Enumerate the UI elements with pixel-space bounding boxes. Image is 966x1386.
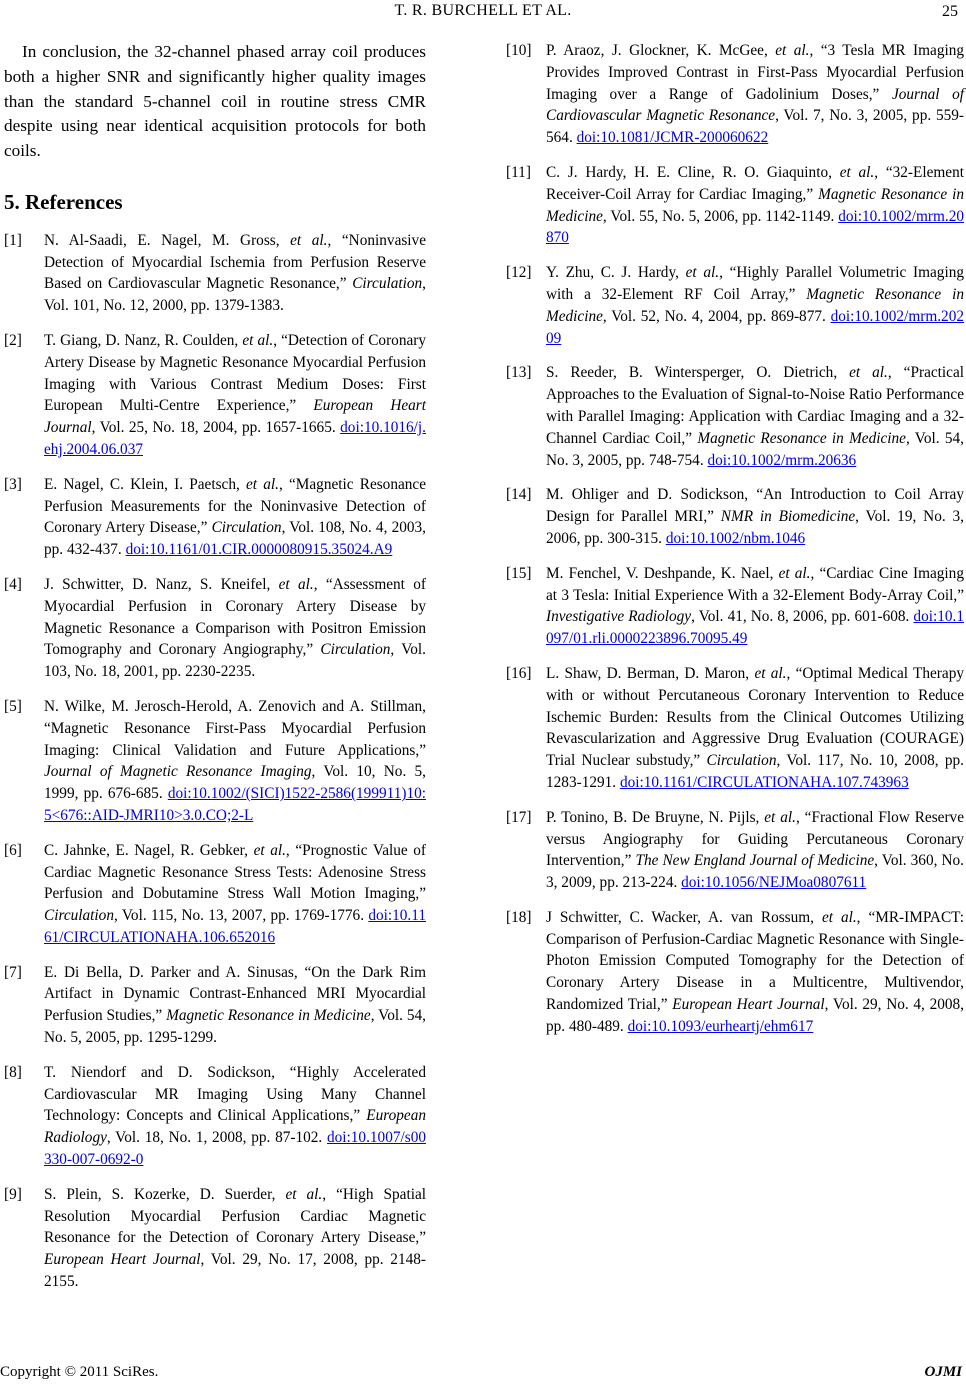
right-column [506, 40, 964, 1051]
journal-abbreviation: OJMI [924, 1364, 962, 1380]
reference-authors: Y. Zhu, C. J. Hardy, [546, 264, 686, 282]
reference-title: , “32-Element Receiver-Coil Array for Cardiac Imaging,” [546, 163, 964, 203]
reference-journal: Magnetic Resonance in Medicine [546, 285, 964, 325]
page-header [0, 0, 966, 24]
reference-et-al: et al. [685, 264, 720, 282]
reference-details: , Vol. 54, No. 3, 2005, pp. 748-754. [546, 429, 964, 469]
reference-title: , “Detection of Coronary Artery Disease by Magnetic Resonance Myocardial Perfusion Imaging with Various Contrast Medium Doses: First European Multi-Centre Experience,” [44, 331, 426, 415]
reference-number: [9] [4, 1185, 22, 1203]
reference-et-al: et al. [849, 364, 888, 382]
reference-item [506, 807, 964, 894]
reference-et-al: et al. [754, 664, 787, 682]
reference-text [44, 840, 426, 949]
reference-text [44, 962, 426, 1049]
reference-et-al: et al. [278, 575, 314, 593]
reference-text [546, 663, 964, 794]
section-title: 5. References [4, 189, 123, 214]
reference-details: , Vol. 55, No. 5, 2006, pp. 1142-1149. [602, 207, 839, 225]
reference-details: , Vol. 108, No. 4, 2003, pp. 432-437. [44, 519, 426, 559]
reference-et-al: et al. [764, 808, 796, 826]
reference-item [4, 330, 426, 461]
reference-title: , “3 Tesla MR Imaging Provides Improved Contrast in First-Pass Myocardial Perfusion Imaging over a Range of Gadolinium Doses,” [546, 42, 965, 103]
copyright-notice: Copyright © 2011 SciRes. [0, 1364, 159, 1380]
reference-details: , Vol. 29, No. 17, 2008, pp. 2148- 2155. [44, 1251, 426, 1291]
reference-authors: J. Schwitter, D. Nanz, S. Kneifel, [44, 575, 279, 593]
reference-title: , “High Spatial Resolution Myocardial Perfusion Cardiac Magnetic Resonance for the Detection of Coronary Artery Disease,” [44, 1185, 426, 1247]
reference-text [546, 40, 964, 149]
reference-title: , “Practical Approaches to the Evaluation of Signal-to-Noise Ratio Performance with Parallel Imaging: Application with Cardiac Imaging and a 32-Channel Cardiac Coil,” [546, 364, 964, 447]
reference-authors: M. Ohliger and D. Sodickson, “An Introduction to Coil Array Design for Parallel MRI,” [546, 486, 964, 526]
page-number: 25 [942, 3, 958, 20]
reference-text [546, 807, 964, 894]
doi-link[interactable]: doi:10.1002/nbm.1046 [665, 529, 806, 547]
reference-item [4, 840, 426, 949]
reference-journal: Magnetic Resonance in Medicine [546, 185, 964, 225]
reference-authors: E. Nagel, C. Klein, I. Paetsch, [44, 475, 246, 493]
reference-number: [11] [506, 163, 531, 181]
reference-text [44, 696, 426, 827]
reference-item [506, 162, 964, 249]
reference-authors: S. Plein, S. Kozerke, D. Suerder, [44, 1185, 286, 1203]
reference-item [506, 484, 964, 549]
reference-text [546, 162, 964, 249]
reference-details: , Vol. 360, No. 3, 2009, pp. 213-224. [546, 852, 965, 892]
reference-title: , “Optimal Medical Therapy with or without Percutaneous Coronary Intervention to Reduce Ischemic Burden: Results from the Clinical Outcomes Utilizing Revascularization and Aggressive Drug Evaluation (COURAGE) Trial Nuclear substudy,” [546, 664, 964, 770]
running-head: T. R. BURCHELL ET AL. [394, 2, 572, 19]
doi-link[interactable]: doi:10.1097/01.rli.0000223896.70095.49 [546, 608, 964, 648]
reference-text [546, 907, 964, 1038]
reference-details: , Vol. 10, No. 5, 1999, pp. 676-685. [44, 763, 426, 803]
reference-number: [13] [506, 364, 532, 382]
reference-list-right [506, 40, 964, 1038]
reference-title: , “Prognostic Value of Cardiac Magnetic Resonance Stress Tests: Adenosine Stress Perfusion and Dobutamine Stress Wall Motion Imaging,” [44, 841, 426, 903]
doi-link[interactable]: doi:10.1016/j.ehj.2004.06.037 [44, 419, 426, 458]
reference-item [506, 563, 964, 650]
doi-link[interactable]: doi:10.1161/CIRCULATIONAHA.106.652016 [44, 907, 426, 946]
reference-et-al: et al. [839, 163, 875, 181]
reference-item [506, 262, 964, 349]
reference-journal: The New England Journal of Medicine [635, 852, 875, 870]
reference-text [44, 574, 426, 683]
reference-item [4, 474, 426, 561]
reference-details: , Vol. 101, No. 12, 2000, pp. 1379-1383. [44, 275, 426, 315]
reference-journal: European Radiology [44, 1107, 426, 1147]
reference-et-al: et al. [290, 231, 328, 249]
reference-number: [18] [506, 908, 532, 926]
doi-link[interactable]: doi:10.1002/mrm.20209 [546, 307, 964, 347]
reference-et-al: et al. [775, 42, 810, 59]
reference-number: [2] [4, 331, 22, 349]
reference-details: , Vol. 117, No. 10, 2008, pp. 1283-1291. [546, 752, 964, 791]
reference-item [506, 907, 964, 1038]
reference-authors: T. Giang, D. Nanz, R. Coulden, [44, 331, 243, 349]
reference-number: [12] [506, 264, 532, 282]
reference-journal: Circulation [211, 519, 282, 537]
reference-journal: Journal of Magnetic Resonance Imaging [44, 763, 312, 781]
left-column [4, 40, 426, 1306]
reference-number: [14] [506, 486, 532, 504]
reference-journal: Circulation [320, 641, 391, 659]
reference-authors: J Schwitter, C. Wacker, A. van Rossum, [546, 908, 822, 926]
reference-details: , Vol. 25, No. 18, 2004, pp. 1657-1665. [91, 419, 341, 437]
reference-details: , Vol. 115, No. 13, 2007, pp. 1769-1776. [113, 907, 369, 925]
reference-title: , “Assessment of Myocardial Perfusion in Coronary Artery Disease by Magnetic Resonance a Comparison with Positron Emission Tomography and Coronary Angiography,” [44, 575, 426, 659]
reference-details: , Vol. 29, No. 4, 2008, pp. 480-489. [546, 996, 964, 1035]
reference-item [4, 574, 426, 683]
page-footer [0, 1360, 966, 1384]
reference-authors: P. Tonino, B. De Bruyne, N. Pijls, [546, 808, 765, 826]
reference-title: , “MR-IMPACT: Comparison of Perfusion-Cardiac Magnetic Resonance with Single-Photon Emission Computed Tomography for the Detection of Coronary Artery Disease in a Multicentre, Multivendor, Randomized Trial,” [546, 908, 965, 1014]
doi-link[interactable]: doi:10.1093/eurheartj/ehm617 [627, 1017, 814, 1035]
reference-journal: European Heart Journal [672, 996, 825, 1014]
reference-number: [16] [506, 664, 532, 682]
reference-authors: C. J. Hardy, H. E. Cline, R. O. Giaquinto, [546, 163, 840, 181]
reference-et-al: et al. [242, 331, 274, 349]
reference-details: , Vol. 41, No. 8, 2006, pp. 601-608. [691, 608, 914, 626]
reference-text [44, 330, 426, 461]
reference-details: , Vol. 18, No. 1, 2008, pp. 87-102. [106, 1129, 327, 1147]
reference-et-al: et al. [778, 564, 811, 582]
reference-text [546, 362, 964, 471]
reference-et-al: et al. [821, 908, 857, 926]
reference-journal: European Heart Journal [44, 397, 427, 437]
reference-item [4, 1184, 426, 1293]
reference-title: , “Noninvasive Detection of Myocardial Ischemia from Perfusion Reserve Based on Cardiovascular Magnetic Resonance,” [44, 231, 426, 293]
doi-link[interactable]: doi:10.1002/mrm.20636 [707, 451, 857, 469]
reference-details: , Vol. 52, No. 4, 2004, pp. 869-877. [602, 307, 831, 325]
reference-journal: European Heart Journal [44, 1251, 201, 1269]
reference-authors: M. Fenchel, V. Deshpande, K. Nael, [546, 564, 779, 582]
reference-item [506, 663, 964, 794]
reference-journal: Circulation [44, 907, 114, 925]
reference-journal: Investigative Radiology [546, 608, 692, 626]
conclusion-paragraph: In conclusion, the 32-channel phased array coil produces both a higher SNR and significantly higher quality images than the standard 5-channel coil in routine stress CMR despite using near identical acquisition protocols for both coils. [4, 42, 426, 161]
reference-authors: N. Al-Saadi, E. Nagel, M. Gross, [44, 231, 291, 249]
doi-link[interactable]: doi:10.1161/CIRCULATIONAHA.107.743963 [619, 773, 909, 791]
reference-et-al: et al. [246, 475, 279, 493]
reference-journal: Magnetic Resonance in Medicine [697, 429, 906, 447]
reference-journal: Circulation [352, 275, 423, 293]
reference-authors: T. Niendorf and D. Sodickson, “Highly Accelerated Cardiovascular MR Imaging Using Many Channel Technology: Concepts and Clinical Applications,” [44, 1063, 426, 1125]
reference-text [546, 262, 964, 349]
reference-number: [6] [4, 841, 22, 859]
reference-number: [8] [4, 1063, 22, 1081]
reference-authors: N. Wilke, M. Jerosch-Herold, A. Zenovich and A. Stillman, “Magnetic Resonance First-Pass Myocardial Perfusion Imaging: Clinical Validation and Future Applications,” [44, 697, 426, 759]
reference-journal: Magnetic Resonance in Medicine [166, 1007, 371, 1025]
reference-journal: NMR in Biomedicine [720, 508, 856, 526]
reference-item [506, 40, 964, 149]
reference-text [44, 474, 426, 561]
reference-text [44, 1062, 426, 1171]
doi-link[interactable]: doi:10.1081/JCMR-200060622 [576, 129, 769, 147]
doi-link[interactable]: doi:10.1002/(SICI)1522-2586(199911)10:5<676::AID-JMRI10>3.0.CO;2-L [44, 785, 426, 824]
doi-link[interactable]: doi:10.1056/NEJMoa0807611 [681, 874, 867, 892]
reference-number: [4] [4, 575, 22, 593]
reference-number: [17] [506, 808, 532, 826]
reference-number: [7] [4, 963, 22, 981]
reference-et-al: et al. [253, 841, 286, 859]
reference-number: [10] [506, 42, 532, 59]
reference-number: [15] [506, 564, 532, 582]
reference-details: , Vol. 54, No. 5, 2005, pp. 1295-1299. [44, 1007, 426, 1047]
doi-link[interactable]: doi:10.1002/mrm.20870 [546, 207, 964, 247]
reference-authors: S. Reeder, B. Wintersperger, O. Dietrich, [546, 364, 850, 382]
reference-text [44, 1184, 426, 1293]
reference-number: [3] [4, 475, 22, 493]
reference-list-left [4, 230, 426, 1293]
reference-authors: C. Jahnke, E. Nagel, R. Gebker, [44, 841, 254, 859]
reference-authors: E. Di Bella, D. Parker and A. Sinusas, “On the Dark Rim Artifact in Dynamic Contrast-Enhanced MRI Myocardial Perfusion Studies,” [44, 963, 426, 1025]
reference-item [4, 1062, 426, 1171]
doi-link[interactable]: doi:10.1161/01.CIR.0000080915.35024.A9 [125, 541, 393, 559]
reference-number: [5] [4, 697, 22, 715]
reference-item [506, 362, 964, 471]
reference-text [546, 563, 964, 650]
reference-authors: P. Araoz, J. Glockner, K. McGee, [546, 42, 776, 59]
reference-et-al: et al. [285, 1185, 323, 1203]
reference-journal: Circulation [706, 752, 777, 770]
doi-link[interactable]: doi:10.1007/s00330-007-0692-0 [44, 1129, 426, 1169]
reference-title: , “Fractional Flow Reserve versus Angiography for Guiding Percutaneous Coronary Intervention,” [546, 808, 964, 870]
reference-text [546, 484, 964, 549]
reference-number: [1] [4, 231, 22, 249]
reference-title: , “Cardiac Cine Imaging at 3 Tesla: Initial Experience With a 32-Element Body-Array Coil,” [546, 564, 964, 604]
reference-details: , Vol. 103, No. 18, 2001, pp. 2230-2235. [44, 641, 426, 681]
reference-details: , Vol. 19, No. 3, 2006, pp. 300-315. [546, 508, 964, 547]
reference-journal: Journal of Cardiovascular Magnetic Resonance [546, 85, 965, 125]
reference-authors: L. Shaw, D. Berman, D. Maron, [546, 664, 755, 682]
reference-text [44, 230, 426, 317]
reference-item [4, 962, 426, 1049]
reference-title: , “Magnetic Resonance Perfusion Measurements for the Noninvasive Detection of Coronary Artery Disease,” [44, 475, 426, 537]
reference-title: , “Highly Parallel Volumetric Imaging with a 32-Element RF Coil Array,” [546, 264, 964, 303]
reference-item [4, 230, 426, 317]
reference-item [4, 696, 426, 827]
reference-details: , Vol. 7, No. 3, 2005, pp. 559-564. [546, 107, 964, 147]
